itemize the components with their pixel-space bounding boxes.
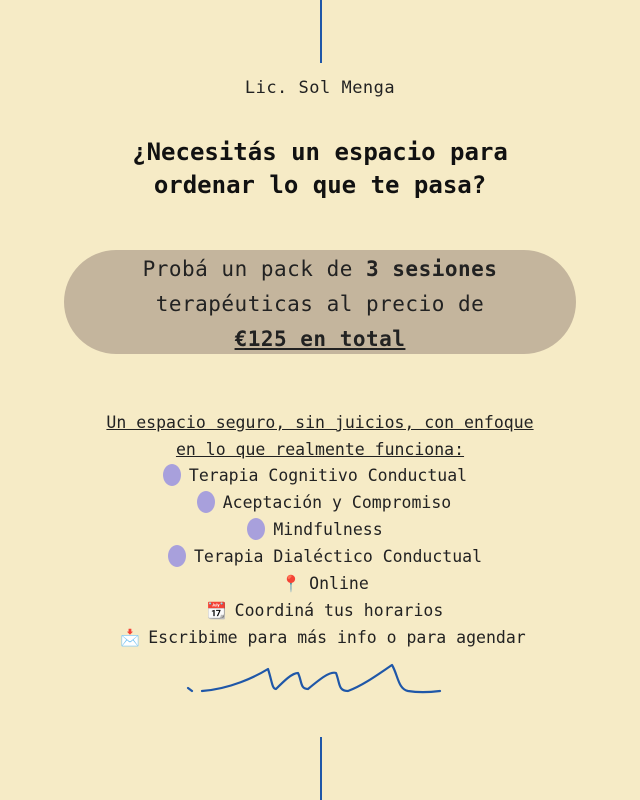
contact-label: Escribime para más info o para agendar <box>148 628 526 647</box>
headline-line-1: ¿Necesitás un espacio para <box>132 138 508 166</box>
offer-line-1-text: Probá un pack de <box>142 257 366 281</box>
pin-icon: 📍 <box>281 574 302 593</box>
intro-line-2: en lo que realmente funciona: <box>175 440 465 459</box>
intro-line-1: Un espacio seguro, sin juicios, con enfoque <box>106 413 534 432</box>
online-item <box>0 570 640 597</box>
offer-sessions: 3 sesiones <box>366 257 498 281</box>
online-label: Online <box>309 574 369 593</box>
schedule-label: Coordiná tus horarios <box>234 601 444 620</box>
schedule-item <box>0 597 640 624</box>
approach-label: Terapia Cognitivo Conductual <box>188 466 468 485</box>
approach-item <box>0 543 640 570</box>
offer-line-1 <box>64 252 576 287</box>
author-name: Lic. Sol Menga <box>244 78 396 98</box>
calendar-icon: 📆 <box>206 601 227 620</box>
approach-item <box>0 516 640 543</box>
headline-line-2: ordenar lo que te pasa? <box>153 171 487 199</box>
approach-item <box>0 462 640 489</box>
approach-label: Aceptación y Compromiso <box>222 493 452 512</box>
offer-price: €125 en total <box>234 327 406 351</box>
envelope-icon: 📩 <box>120 628 141 647</box>
headline <box>0 136 640 202</box>
bottom-divider-line <box>320 737 322 800</box>
intro-text <box>0 409 640 463</box>
purple-dot-icon <box>163 464 181 486</box>
offer-line-2: terapéuticas al precio de <box>155 292 485 316</box>
purple-dot-icon <box>197 491 215 513</box>
offer-text <box>64 252 576 357</box>
top-divider-line <box>320 0 322 63</box>
approach-label: Mindfulness <box>273 520 383 539</box>
wave-doodle <box>180 655 450 705</box>
purple-dot-icon <box>168 545 186 567</box>
approach-item <box>0 489 640 516</box>
approach-label: Terapia Dialéctico Conductual <box>193 547 483 566</box>
purple-dot-icon <box>247 518 265 540</box>
contact-item <box>0 624 640 651</box>
